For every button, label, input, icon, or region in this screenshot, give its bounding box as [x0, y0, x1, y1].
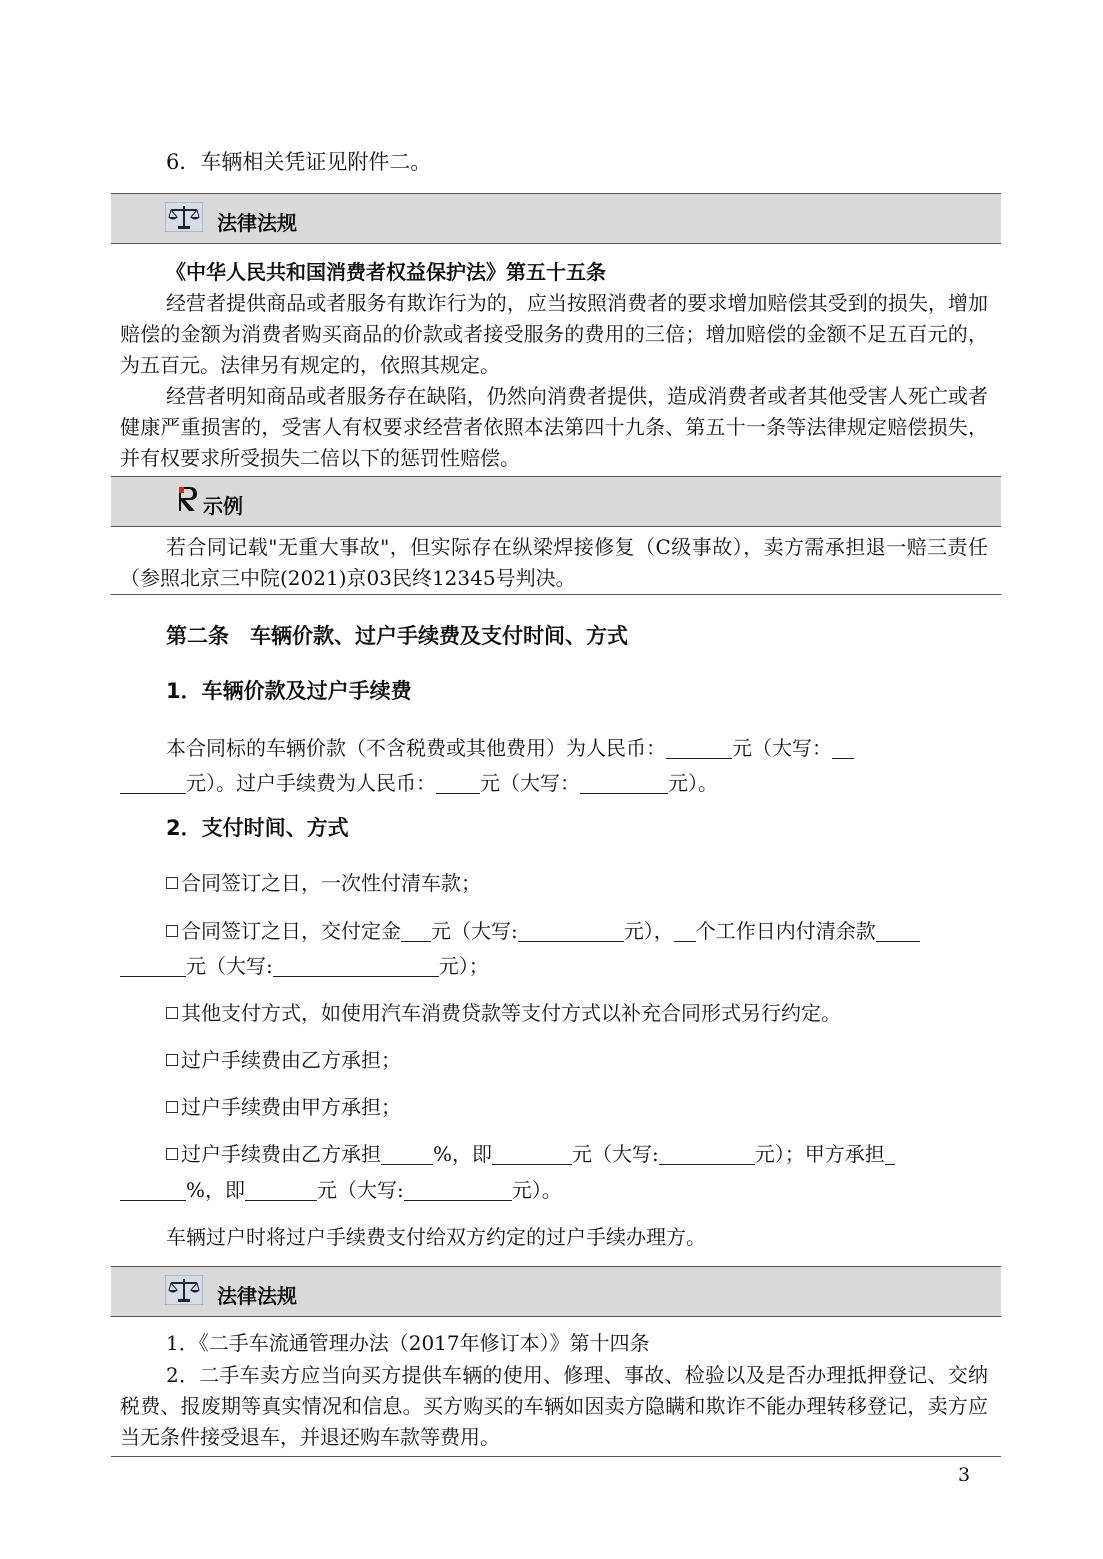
divider — [111, 1456, 1001, 1457]
checkbox[interactable] — [166, 877, 178, 889]
subsection-heading: 1．车辆价款及过户手续费 — [166, 679, 412, 703]
checkbox[interactable] — [166, 1007, 178, 1019]
checkbox[interactable] — [166, 925, 178, 937]
fee-option[interactable]: 过户手续费由乙方承担 %，即 元（大写: 元）；甲方承担 — [166, 1138, 895, 1167]
workdays-blank[interactable] — [674, 919, 696, 942]
example-text: 若合同记载"无重大事故"，但实际存在纵梁焊接修复（C级事故），卖方需承担退一赔三责任（参照北京三中院(2021)京03民终12345号判决。 — [120, 535, 988, 590]
percent-blank[interactable] — [381, 1142, 433, 1165]
law-section-title: 法律法规 — [217, 211, 297, 235]
price-line-2: 元）。过户手续费为人民币： 元（大写： 元）。 — [120, 767, 718, 796]
amount-blank[interactable] — [245, 1178, 317, 1201]
deposit-uppercase-blank[interactable] — [518, 919, 624, 942]
divider — [111, 594, 1001, 595]
payment-option[interactable]: 合同签订之日，一次性付清车款； — [166, 867, 481, 896]
checkbox[interactable] — [166, 1054, 178, 1066]
closing-text: 车辆过户时将过户手续费支付给双方约定的过户手续办理方。 — [166, 1225, 706, 1249]
percent-blank[interactable] — [120, 1178, 186, 1201]
scales-icon — [165, 202, 203, 236]
page-number: 3 — [958, 1464, 971, 1486]
logo-r-icon — [177, 485, 199, 519]
percent-blank[interactable] — [885, 1142, 895, 1165]
payment-option-cont: 元（大写: 元）； — [120, 950, 489, 979]
fee-option[interactable]: 过户手续费由乙方承担； — [166, 1044, 401, 1073]
balance-blank[interactable] — [876, 919, 920, 942]
law-item: 2．二手车卖方应当向买方提供车辆的使用、修理、事故、检验以及是否办理抵押登记、交纳税费、报废期等真实情况和信息。买方购买的车辆如因卖方隐瞒和欺诈不能办理转移登记，卖方应当无条件接受退车，并退还购车款等费用。 — [120, 1363, 988, 1449]
law-item: 1．《二手车流通管理办法（2017年修订本）》第十四条 — [166, 1331, 650, 1355]
payment-option[interactable]: 合同签订之日，交付定金 元（大写: 元）， 个工作日内付清余款 — [166, 915, 920, 944]
subsection-heading: 2．支付时间、方式 — [166, 816, 349, 840]
fee-option-cont: %，即 元（大写: 元）。 — [120, 1174, 562, 1203]
amount-uppercase-blank[interactable] — [659, 1142, 755, 1165]
law-name: 《中华人民共和国消费者权益保护法》第五十五条 — [166, 260, 606, 284]
law-section-title: 法律法规 — [217, 1284, 297, 1308]
balance-blank[interactable] — [120, 954, 186, 977]
price-blank[interactable] — [666, 736, 732, 759]
fee-option[interactable]: 过户手续费由甲方承担； — [166, 1091, 401, 1120]
fee-blank[interactable] — [436, 771, 480, 794]
price-line-1: 本合同标的车辆价款（不含税费或其他费用）为人民币： 元（大写： — [166, 732, 854, 761]
law-section-header — [111, 193, 1001, 244]
amount-uppercase-blank[interactable] — [404, 1178, 512, 1201]
amount-blank[interactable] — [492, 1142, 572, 1165]
example-section-title: 示例 — [203, 494, 243, 518]
checkbox[interactable] — [166, 1101, 178, 1113]
price-uppercase-blank[interactable] — [832, 736, 854, 759]
balance-uppercase-blank[interactable] — [273, 954, 439, 977]
payment-option[interactable]: 其他支付方式，如使用汽车消费贷款等支付方式以补充合同形式另行约定。 — [166, 997, 841, 1026]
law-paragraph: 经营者提供商品或者服务有欺诈行为的，应当按照消费者的要求增加赔偿其受到的损失，增加赔偿的金额为消费者购买商品的价款或者接受服务的费用的三倍；增加赔偿的金额不足五百元的，为五百元。法律另有规定的，依照其规定。 — [120, 291, 988, 377]
deposit-blank[interactable] — [401, 919, 431, 942]
example-section-header — [111, 476, 1001, 527]
article-heading: 第二条 车辆价款、过户手续费及支付时间、方式 — [166, 624, 628, 648]
law-paragraph: 经营者明知商品或者服务存在缺陷，仍然向消费者提供，造成消费者或者其他受害人死亡或者健康严重损害的，受害人有权要求经营者依照本法第四十九条、第五十一条等法律规定赔偿损失，并有权要求所受损失二倍以下的惩罚性赔偿。 — [120, 384, 988, 470]
scales-icon — [165, 1275, 203, 1309]
law-section-header — [111, 1266, 1001, 1317]
item-6-text: 6．车辆相关凭证见附件二。 — [166, 150, 432, 174]
fee-uppercase-blank[interactable] — [580, 771, 668, 794]
checkbox[interactable] — [166, 1148, 178, 1160]
price-uppercase-blank[interactable] — [120, 771, 186, 794]
